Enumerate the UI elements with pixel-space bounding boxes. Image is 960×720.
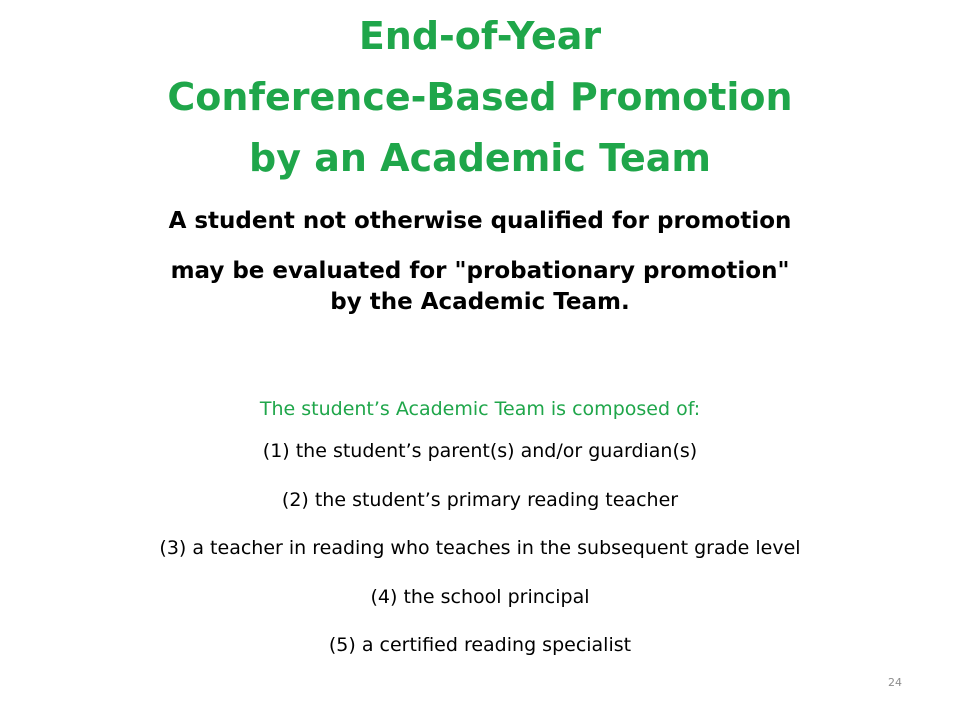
- list-item: (1) the student’s parent(s) and/or guardian(s): [262, 440, 698, 462]
- title-line: Conference-Based Promotion: [167, 75, 793, 119]
- list-item: (5) a certified reading specialist: [328, 634, 632, 656]
- title-line: by an Academic Team: [249, 136, 711, 180]
- team-members-list: [0, 434, 960, 677]
- list-item: (3) a teacher in reading who teaches in the subsequent grade level: [159, 537, 801, 559]
- intro-line: may be evaluated for "probationary promotion": [170, 258, 790, 284]
- slide-title: [0, 6, 960, 189]
- intro-statement: [40, 198, 920, 318]
- list-item: (2) the student’s primary reading teacher: [281, 488, 679, 511]
- title-line: End-of-Year: [358, 14, 602, 58]
- page-number: 24: [888, 676, 902, 689]
- intro-line: by the Academic Team.: [330, 289, 630, 315]
- team-heading: The student’s Academic Team is composed of:: [259, 398, 701, 420]
- list-item: (4) the school principal: [370, 585, 590, 608]
- intro-line: A student not otherwise qualified for promotion: [168, 208, 792, 234]
